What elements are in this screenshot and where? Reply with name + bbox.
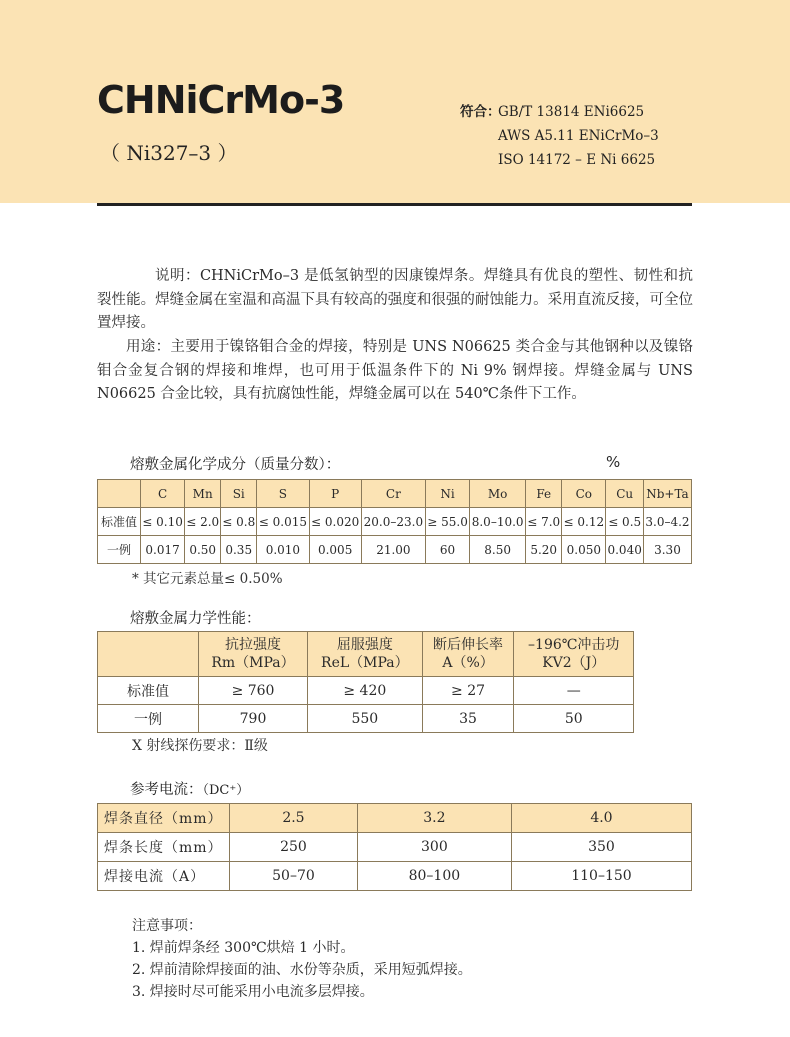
- table-cell: ≤ 0.12: [562, 508, 606, 536]
- table-cell: 0.50: [185, 536, 221, 564]
- table-row: [98, 833, 692, 862]
- current-title: 参考电流：: [130, 782, 203, 798]
- table-cell: 0.35: [221, 536, 257, 564]
- list-item: 3. 焊接时尽可能采用小电流多层焊接。: [132, 984, 374, 1000]
- table-cell: ≤ 7.0: [526, 508, 562, 536]
- table-cell: 60: [425, 536, 469, 564]
- table-cell: 8.0–10.0: [470, 508, 526, 536]
- table-header-cell: [422, 632, 514, 677]
- standard-item: GB/T 13814 ENi6625: [498, 104, 645, 120]
- notes-section: [132, 915, 472, 1003]
- table-cell: 8.50: [470, 536, 526, 564]
- table-header-cell: [199, 632, 308, 677]
- table-header-cell: Mn: [185, 480, 221, 508]
- table-row: [98, 804, 692, 833]
- table-cell: 50–70: [230, 862, 358, 891]
- table-cell: 790: [199, 705, 308, 733]
- table-cell: 0.010: [257, 536, 309, 564]
- current-table: [97, 803, 692, 891]
- standard-item: AWS A5.11 ENiCrMo–3: [498, 128, 659, 144]
- table-row: [98, 705, 634, 733]
- table-header-cell: Cu: [606, 480, 644, 508]
- table-cell: ≥ 55.0: [425, 508, 469, 536]
- table-cell: 3.2: [357, 804, 511, 833]
- table-row: [98, 536, 692, 564]
- usage-text: 主要用于镍铬钼合金的焊接，特别是 UNS N06625 类合金与其他钢种以及镍铬钼合金复合钢的焊接和堆焊，也可用于低温条件下的 Ni 9% 钢焊接。焊缝金属与 UNS N06625 合金比较，具有抗腐蚀性能，焊缝金属可以在 540℃条件下工作。: [97, 339, 694, 402]
- table-header-cell: [98, 480, 141, 508]
- table-header-row: [98, 632, 634, 677]
- table-cell: 250: [230, 833, 358, 862]
- header-divider: [97, 203, 692, 206]
- table-cell: ≤ 0.5: [606, 508, 644, 536]
- table-cell: ≥ 420: [308, 677, 423, 705]
- xray-requirement: X 射线探伤要求：Ⅱ级: [132, 738, 268, 754]
- table-cell: 50: [514, 705, 634, 733]
- header-line: A（%）: [442, 655, 494, 671]
- table-header-cell: Si: [221, 480, 257, 508]
- chemical-unit: %: [606, 453, 621, 471]
- header-line: KV2（J）: [542, 655, 606, 671]
- table-cell: —: [514, 677, 634, 705]
- table-cell: 20.0–23.0: [361, 508, 425, 536]
- table-cell: 35: [422, 705, 514, 733]
- header-line: –196℃冲击功: [528, 637, 620, 653]
- table-cell: 550: [308, 705, 423, 733]
- table-row: [98, 677, 634, 705]
- usage-label: 用途：: [126, 339, 171, 355]
- table-cell: 4.0: [511, 804, 691, 833]
- row-label: 焊接电流（A）: [98, 862, 230, 891]
- table-cell: 21.00: [361, 536, 425, 564]
- table-cell: 0.050: [562, 536, 606, 564]
- table-header-cell: Co: [562, 480, 606, 508]
- header-line: ReL（MPa）: [321, 655, 409, 671]
- table-cell: 3.0–4.2: [643, 508, 691, 536]
- row-label: 焊条直径（mm）: [98, 804, 230, 833]
- row-label: 一例: [98, 705, 199, 733]
- table-header-row: [98, 480, 692, 508]
- mechanical-title: 熔敷金属力学性能：: [130, 611, 261, 627]
- table-cell: 110–150: [511, 862, 691, 891]
- table-cell: ≥ 760: [199, 677, 308, 705]
- notes-title: 注意事项：: [132, 918, 202, 934]
- table-cell: 3.30: [643, 536, 691, 564]
- standard-item: ISO 14172 – E Ni 6625: [498, 152, 656, 168]
- description-text: CHNiCrMo–3 是低氢钠型的因康镍焊条。焊缝具有优良的塑性、韧性和抗裂性能。焊缝金属在室温和高温下具有较高的强度和很强的耐蚀能力。采用直流反接，可全位置焊接。: [97, 268, 694, 331]
- description-label: 说明：: [155, 268, 200, 284]
- table-header-cell: C: [141, 480, 185, 508]
- table-cell: ≤ 0.015: [257, 508, 309, 536]
- header-line: Rm（MPa）: [211, 655, 295, 671]
- table-header-cell: Nb+Ta: [643, 480, 691, 508]
- row-label: 一例: [98, 536, 141, 564]
- table-cell: ≤ 0.020: [309, 508, 361, 536]
- table-cell: 300: [357, 833, 511, 862]
- header-line: 断后伸长率: [433, 637, 504, 653]
- table-header-cell: [514, 632, 634, 677]
- table-header-cell: [98, 632, 199, 677]
- standards-block: [460, 100, 659, 172]
- table-cell: ≤ 2.0: [185, 508, 221, 536]
- table-row: [98, 862, 692, 891]
- row-label: 焊条长度（mm）: [98, 833, 230, 862]
- table-cell: ≥ 27: [422, 677, 514, 705]
- list-item: 1. 焊前焊条经 300℃烘焙 1 小时。: [132, 940, 355, 956]
- mechanical-table: [97, 631, 634, 733]
- table-cell: 0.040: [606, 536, 644, 564]
- product-subtitle: （ Ni327–3 ）: [100, 141, 238, 165]
- table-header-cell: [308, 632, 423, 677]
- table-cell: 350: [511, 833, 691, 862]
- table-header-cell: P: [309, 480, 361, 508]
- row-label: 标准值: [98, 677, 199, 705]
- current-type: （DC⁺）: [202, 783, 250, 798]
- table-header-cell: Fe: [526, 480, 562, 508]
- current-title-line: [130, 778, 249, 799]
- table-cell: 0.017: [141, 536, 185, 564]
- header-line: 抗拉强度: [225, 637, 282, 653]
- table-header-cell: Mo: [470, 480, 526, 508]
- description-paragraph: [97, 265, 693, 336]
- list-item: 2. 焊前清除焊接面的油、水份等杂质，采用短弧焊接。: [132, 962, 472, 978]
- chemical-footnote: * 其它元素总量≤ 0.50%: [132, 571, 283, 587]
- table-cell: 80–100: [357, 862, 511, 891]
- table-cell: 0.005: [309, 536, 361, 564]
- conform-label: 符合：: [460, 104, 501, 120]
- chemical-table: [97, 479, 692, 564]
- table-cell: 5.20: [526, 536, 562, 564]
- usage-paragraph: [97, 336, 693, 407]
- table-cell: 2.5: [230, 804, 358, 833]
- product-title: CHNiCrMo-3: [97, 78, 345, 122]
- header-line: 屈服强度: [336, 637, 393, 653]
- table-header-cell: Ni: [425, 480, 469, 508]
- row-label: 标准值: [98, 508, 141, 536]
- table-header-cell: S: [257, 480, 309, 508]
- table-cell: ≤ 0.8: [221, 508, 257, 536]
- chemical-title: 熔敷金属化学成分（质量分数）：: [130, 457, 341, 473]
- table-cell: ≤ 0.10: [141, 508, 185, 536]
- table-row: [98, 508, 692, 536]
- table-header-cell: Cr: [361, 480, 425, 508]
